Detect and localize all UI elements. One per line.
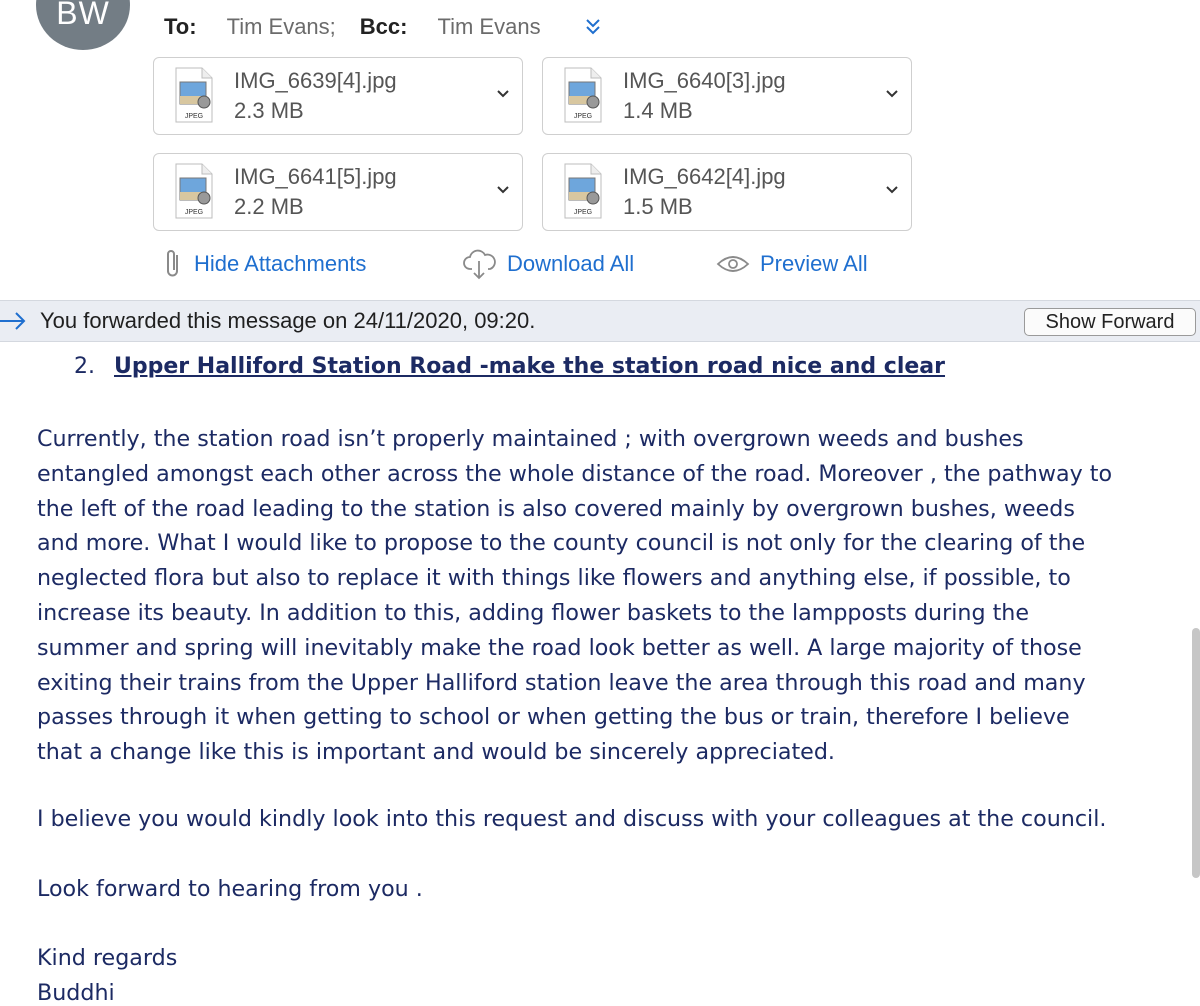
download-all-label: Download All — [507, 251, 635, 276]
svg-text:JPEG: JPEG — [184, 209, 204, 216]
cloud-download-icon — [463, 247, 497, 281]
download-all-button[interactable] — [463, 246, 634, 282]
chevron-down-icon[interactable] — [885, 184, 899, 196]
svg-text:JPEG: JPEG — [573, 113, 593, 120]
attachment-card[interactable] — [542, 153, 912, 231]
to-label: To: — [164, 14, 197, 39]
paragraph-line: neglected flora but also to replace it with things like flowers and anything else, if possible, to — [37, 565, 1071, 592]
attachment-card[interactable] — [153, 153, 523, 231]
paragraph-line: entangled amongst each other across the whole distance of the road. Moreover , the pathway to — [37, 460, 1113, 487]
signoff: Kind regards — [37, 945, 178, 971]
forward-info-bar — [0, 300, 1200, 342]
jpeg-file-icon — [563, 66, 603, 124]
show-forward-button[interactable]: Show Forward — [1024, 308, 1196, 336]
chevron-down-icon[interactable] — [496, 184, 510, 196]
jpeg-file-icon — [563, 162, 603, 220]
paperclip-icon — [162, 247, 184, 281]
sender-avatar — [36, 0, 130, 50]
svg-text:JPEG: JPEG — [184, 113, 204, 120]
paragraph-line: summer and spring will inevitably make the road look better as well. A large majority of those — [37, 634, 1082, 661]
preview-all-button[interactable] — [716, 246, 868, 282]
attachment-name: IMG_6639[4].jpg — [234, 68, 397, 93]
attachment-size: 1.4 MB — [623, 98, 693, 123]
forward-info-text: You forwarded this message on 24/11/2020, 09:20. — [40, 308, 536, 333]
expand-recipients-icon[interactable] — [584, 16, 602, 38]
avatar-initials: BW — [56, 0, 110, 31]
paragraph-line: Currently, the station road isn’t properly maintained ; with overgrown weeds and bushes — [37, 426, 1024, 452]
chevron-down-icon[interactable] — [885, 88, 899, 100]
bcc-recipient[interactable]: Tim Evans — [437, 14, 541, 39]
attachment-size: 2.2 MB — [234, 194, 304, 219]
closing-line: Look forward to hearing from you . — [37, 876, 423, 902]
paragraph-line: and more. What I would like to propose to the county council is not only for the clearing of the — [37, 530, 1086, 557]
attachment-name: IMG_6641[5].jpg — [234, 164, 397, 189]
attachment-size: 1.5 MB — [623, 194, 693, 219]
attachment-card[interactable] — [542, 57, 912, 135]
request-line: I believe you would kindly look into this request and discuss with your colleagues at the council. — [37, 806, 1107, 832]
recipients-row — [164, 12, 541, 42]
signature: Buddhi — [37, 980, 115, 1006]
list-item-number: 2. — [74, 354, 95, 379]
attachment-actions — [0, 246, 1200, 282]
body-paragraph — [37, 422, 1187, 770]
attachment-name: IMG_6640[3].jpg — [623, 68, 786, 93]
svg-text:JPEG: JPEG — [573, 209, 593, 216]
list-item-heading — [74, 354, 945, 379]
attachment-size: 2.3 MB — [234, 98, 304, 123]
paragraph-line: increase its beauty. In addition to this, adding flower baskets to the lampposts during the — [37, 599, 1029, 626]
list-item-title: Upper Halliford Station Road -make the station road nice and clear — [114, 354, 946, 379]
vertical-scrollbar[interactable] — [1192, 628, 1200, 878]
to-recipient[interactable]: Tim Evans; — [226, 14, 336, 39]
paragraph-line: passes through it when getting to school or when getting the bus or train, therefore I believe — [37, 704, 1070, 731]
paragraph-line: the left of the road leading to the station is also covered mainly by overgrown bushes, weeds — [37, 495, 1075, 522]
attachment-card[interactable] — [153, 57, 523, 135]
preview-all-label: Preview All — [760, 251, 868, 276]
hide-attachments-label: Hide Attachments — [194, 251, 367, 276]
eye-icon — [716, 252, 750, 276]
paragraph-line: exiting their trains from the Upper Halliford station leave the area through this road and many — [37, 669, 1086, 696]
chevron-down-icon[interactable] — [496, 88, 510, 100]
paragraph-line: that a change like this is important and would be sincerely appreciated. — [37, 739, 835, 766]
bcc-label: Bcc: — [359, 14, 408, 39]
attachment-name: IMG_6642[4].jpg — [623, 164, 786, 189]
jpeg-file-icon — [174, 66, 214, 124]
forward-arrow-icon — [0, 310, 28, 332]
hide-attachments-button[interactable] — [162, 246, 366, 282]
jpeg-file-icon — [174, 162, 214, 220]
